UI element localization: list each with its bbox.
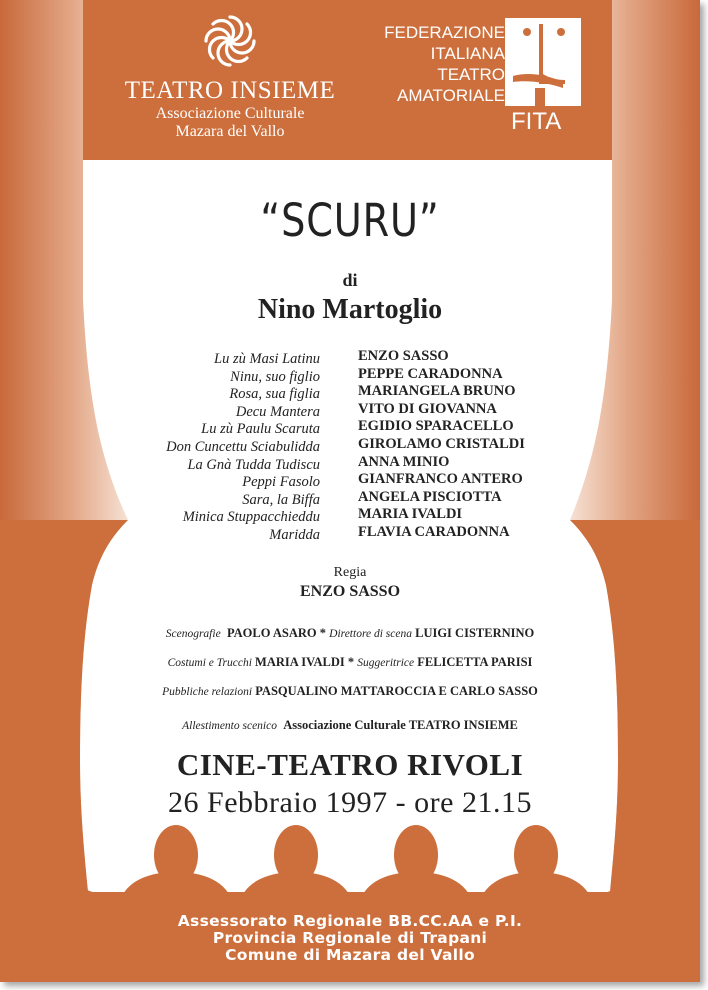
credit-name: Associazione Culturale TEATRO INSIEME: [283, 718, 518, 732]
credit-name: PASQUALINO MATTAROCCIA E CARLO SASSO: [255, 684, 538, 698]
regia-label: Regia: [333, 565, 367, 580]
fita-logo-block: [383, 22, 583, 135]
cast-actor: VITO DI GIOVANNA: [358, 400, 497, 417]
credit-name: PAOLO ASARO: [226, 626, 317, 640]
regia-name: ENZO SASSO: [299, 583, 401, 600]
fita-line-4: AMATORIALE: [396, 86, 505, 105]
fita-line-1: FEDERAZIONE: [384, 23, 505, 42]
credit-name: LUIGI CISTERNINO: [415, 626, 535, 640]
credit-line-3: [0, 684, 700, 699]
venue-name: CINE-TEATRO RIVOLI: [176, 747, 524, 782]
fita-line-2: ITALIANA: [430, 44, 505, 63]
credit-label: Costumi e Trucchi: [167, 657, 252, 669]
credit-name: MARIA IVALDI: [255, 655, 345, 669]
cast-role: Don Cuncettu Sciabulidda: [166, 438, 320, 455]
credit-label: Scenografie: [165, 628, 221, 640]
cast-actor: GIROLAMO CRISTALDI: [358, 435, 525, 452]
footer-line-3: Comune di Mazara del Vallo: [225, 946, 475, 964]
cast-role: Rosa, sua figlia: [229, 386, 320, 403]
teatro-subtitle-1: Associazione Culturale: [155, 105, 305, 122]
cast-actor: ANGELA PISCIOTTA: [358, 488, 502, 505]
fita-line-3: TEATRO: [437, 65, 505, 84]
credit-label: Direttore di scena: [329, 628, 412, 640]
cast-actor: ENZO SASSO: [358, 348, 449, 364]
teatro-subtitle-2: Mazara del Vallo: [175, 123, 285, 140]
teatro-name: TEATRO INSIEME: [124, 77, 336, 104]
cast-role: Maridda: [269, 526, 320, 543]
cast-role: Sara, la Biffa: [242, 491, 320, 508]
cast-role: Ninu, suo figlio: [230, 368, 320, 385]
credit-line-1: [0, 626, 700, 641]
cast-role: Minica Stuppacchieddu: [182, 509, 320, 526]
cast-role: Peppi Fasolo: [242, 474, 320, 491]
credit-line-2: [0, 655, 700, 670]
cast-actor: EGIDIO SPARACELLO: [358, 418, 514, 435]
cast-role: Decu Mantera: [235, 403, 320, 420]
cast-actor: FLAVIA CARADONNA: [358, 523, 510, 540]
cast-role: Lu zù Masi Latinu: [214, 351, 320, 367]
footer-line-1: Assessorato Regionale BB.CC.AA e P.I.: [177, 912, 523, 930]
cast-role: Lu zù Paulu Scaruta: [201, 421, 320, 438]
credit-name: FELICETTA PARISI: [417, 655, 533, 669]
event-date: 26 Febbraio 1997 - ore 21.15: [168, 786, 532, 819]
credit-label: Suggeritrice: [357, 657, 415, 669]
cast-actor: MARIANGELA BRUNO: [358, 383, 516, 400]
swirl-logo-icon: [201, 14, 259, 68]
di-label: di: [342, 270, 358, 290]
play-title: “SCURU”: [260, 194, 440, 247]
fita-label: FITA: [511, 108, 562, 135]
footer-line-2: Provincia Regionale di Trapani: [212, 929, 488, 947]
credit-line-4: [0, 718, 700, 733]
cast-actor: GIANFRANCO ANTERO: [358, 471, 523, 488]
credit-separator: *: [347, 655, 355, 669]
author-name: Nino Martoglio: [257, 294, 443, 325]
cast-actor: PEPPE CARADONNA: [358, 365, 503, 382]
cast-role: La Gnà Tudda Tudiscu: [187, 456, 320, 473]
theatre-mask-icon: [505, 18, 581, 106]
credit-label: Allestimento scenico: [182, 720, 277, 732]
credit-label: Pubbliche relazioni: [162, 686, 253, 698]
cast-actor: MARIA IVALDI: [358, 506, 463, 523]
teatro-insieme-logo-block: [105, 14, 355, 141]
credit-separator: *: [319, 626, 327, 640]
cast-roles-column: [100, 351, 320, 545]
cast-actors-column: [358, 348, 638, 542]
cast-actor: ANNA MINIO: [358, 453, 450, 470]
